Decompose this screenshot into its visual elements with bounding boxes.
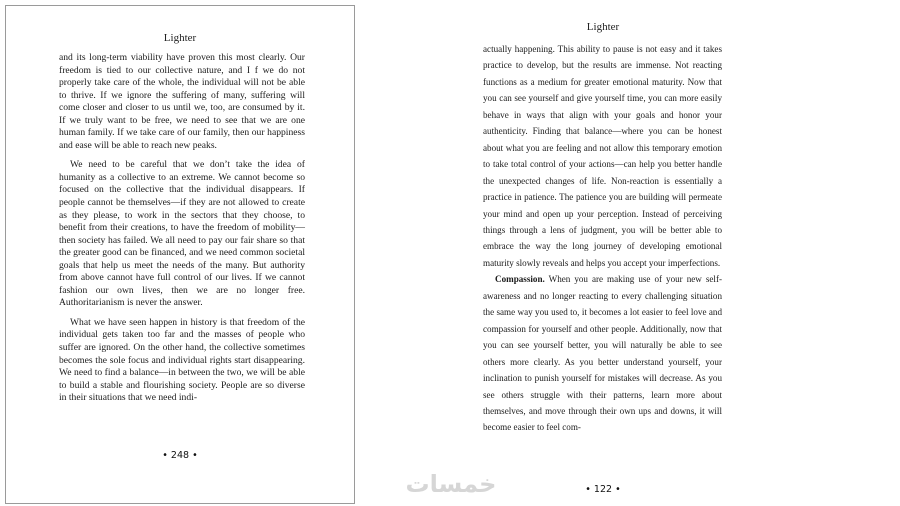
paragraph-text: actually happening. This ability to pause is not easy and it takes practice to develop, but the results are immense. Not reacting functions as a medium for greater emotional maturity. Now that you can see yourself and give yourself time, you can more easily behave in ways that align with your goals and honor your authenticity. Finding that balance—where you can be honest about what you are feeling and not allow this temporary emotion to take total control of your actions—can help you better handle the unexpected changes of life. Non-reaction is essentially a practice in patience. The patience you are building will permeate your mind and open up your perception. Instead of perceiving things through a lens of judgment, you will be better able to embrace the way the long journey of developing emotional maturity slowly reveals and helps you accept your imperfections. (483, 44, 722, 268)
running-head: Lighter (586, 21, 620, 33)
paragraph (483, 271, 722, 436)
paragraph-heading: Compassion. (495, 274, 545, 285)
paragraph (483, 41, 722, 271)
running-head: Lighter (163, 32, 197, 44)
body-text (483, 41, 722, 436)
paragraph: and its long-term viability have proven this most clearly. Our freedom is tied to our collective nature, and I f we do not properly take care of the whole, the individual will not be able to thrive. If we ignore the suffering of many, suffering will come closer and closer to us until we, too, are consumed by it. If we truly want to be free, we need to see that we are one human family. If we take care of our family, then our happiness and ease will be able to reach new peaks. (59, 52, 305, 151)
page-number: • 122 • (585, 484, 621, 495)
left-book-page (5, 5, 355, 504)
right-book-page (472, 8, 734, 498)
paragraph-text: When you are making use of your new self-awareness and no longer reacting to every challenging situation the same way you used to, it becomes a lot easier to feel love and compassion for yourself and other people. Additionally, now that you can see yourself better, you will naturally be able to see others more clearly. As you better understand yourself, your inclination to punish yourself for mistakes will decrease. As you see others struggle with their patterns, learn more about themselves, and move through their own ups and downs, it will become easier to feel com- (483, 274, 722, 433)
page-number: • 248 • (162, 450, 198, 461)
paragraph: What we have seen happen in history is that freedom of the individual gets taken too far and the masses of people who suffer are ignored. On the other hand, the collective sometimes becomes the sole focus and individual rights start disappearing. We need to find a balance—in between the two, we will be able to build a stable and flourishing society. People are so diverse in their situations that we need indi- (59, 316, 305, 404)
body-text (59, 52, 305, 405)
watermark-logo: خمسات (405, 470, 497, 498)
paragraph: We need to be careful that we don’t take the idea of humanity as a collective to an extreme. We cannot become so focused on the collective that the individual disappears. If people cannot be themselves—if they are not allowed to create as they please, to work in the sectors that they choose, to benefit from their creations, to have the freedom of mobility—then society has failed. We all need to pay our fair share so that the greater good can be financed, and we need common societal goals that help us meet the needs of the many. But authority from above cannot have full control of our lives. If we cannot fashion our own lives, then we are no longer free. Authoritarianism is never the answer. (59, 159, 305, 309)
